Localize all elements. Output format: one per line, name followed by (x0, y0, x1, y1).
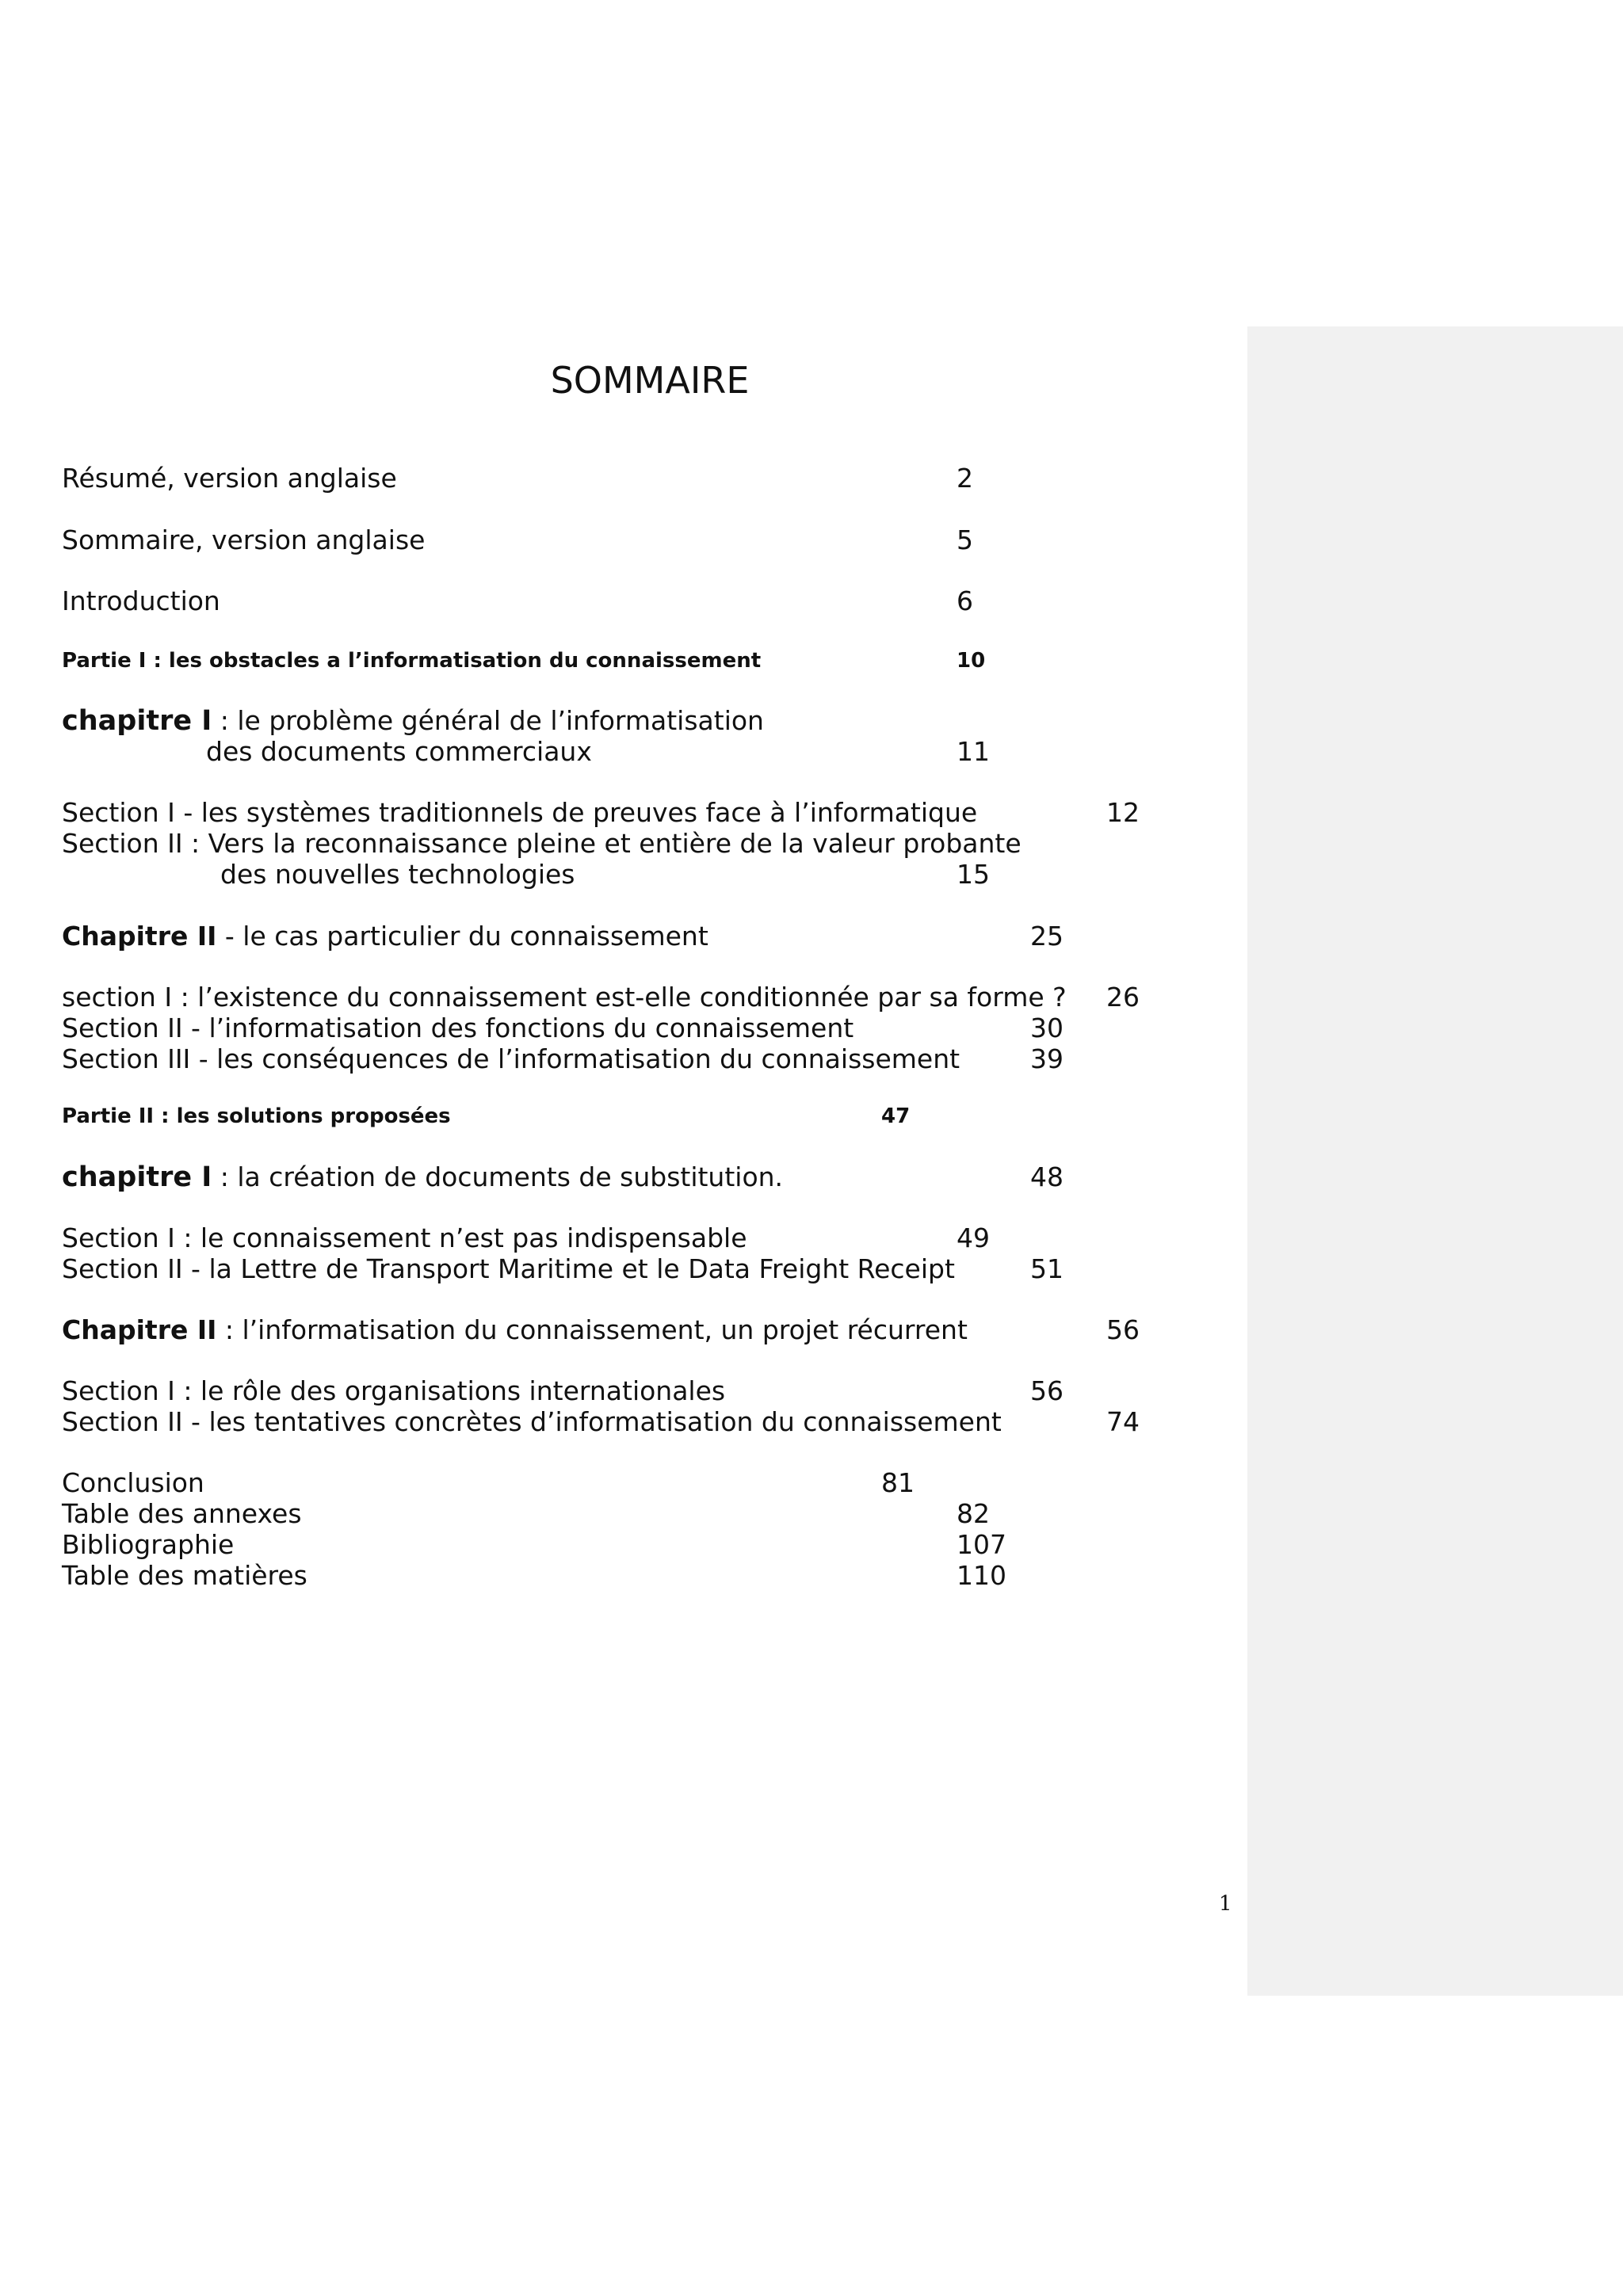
toc-part-2: Partie II : les solutions proposées (62, 1104, 451, 1128)
page-title: SOMMAIRE (550, 359, 750, 402)
toc-section-1-1-1: Section I - les systèmes traditionnels de preuves face à l’informatique (62, 797, 978, 828)
chapter-title: : le problème général de l’informatisation (212, 705, 764, 736)
chapter-label: Chapitre II (62, 921, 217, 952)
toc-page-conclusion: 81 (881, 1467, 915, 1498)
toc-entry-bibliographie: Bibliographie (62, 1529, 235, 1560)
toc-page-chapter-1-2: 25 (1030, 921, 1064, 952)
toc-page-part-1: 10 (957, 649, 986, 673)
toc-chapter-2-1 (62, 1161, 783, 1193)
chapter-title: : la création de documents de substitution. (212, 1161, 784, 1192)
toc-section-2-2-2: Section II - les tentatives concrètes d’informatisation du connaissement (62, 1406, 1002, 1437)
toc-page-section-1-2-1: 26 (1106, 982, 1140, 1013)
chapter-title: : l’informatisation du connaissement, un projet récurrent (216, 1314, 968, 1345)
toc-page-chapter-1-1: 11 (957, 736, 990, 767)
toc-chapter-1-2 (62, 921, 708, 952)
toc-entry-annexes: Table des annexes (62, 1498, 302, 1529)
toc-section-1-2-2: Section II - l’informatisation des fonctions du connaissement (62, 1013, 854, 1043)
toc-page-section-1-2-3: 39 (1030, 1043, 1064, 1074)
toc-section-1-2-1: section I : l’existence du connaissement est-elle conditionnée par sa forme ? (62, 982, 1067, 1013)
toc-chapter-2-2 (62, 1314, 968, 1346)
toc-page-section-1-2-2: 30 (1030, 1013, 1064, 1043)
toc-entry-matieres: Table des matières (62, 1560, 307, 1591)
toc-section-2-1-1: Section I : le connaissement n’est pas indispensable (62, 1222, 747, 1253)
toc-page-matieres: 110 (957, 1560, 1006, 1591)
toc-page-section-2-1-1: 49 (957, 1222, 990, 1253)
toc-section-1-1-2-cont: des nouvelles technologies (220, 859, 575, 890)
toc-entry-sommaire: Sommaire, version anglaise (62, 524, 426, 555)
chapter-label: chapitre I (62, 1161, 212, 1193)
toc-section-2-2-1: Section I : le rôle des organisations internationales (62, 1375, 726, 1406)
toc-entry-introduction: Introduction (62, 585, 220, 616)
chapter-label: Chapitre II (62, 1314, 217, 1345)
chapter-label: chapitre I (62, 705, 212, 737)
toc-page-resume: 2 (957, 463, 973, 494)
toc-page-bibliographie: 107 (957, 1529, 1006, 1560)
toc-page-chapter-2-1: 48 (1030, 1161, 1064, 1192)
chapter-title: - le cas particulier du connaissement (216, 921, 708, 952)
toc-page-annexes: 82 (957, 1498, 990, 1529)
comment-margin (1247, 326, 1623, 1996)
toc-page-section-1-1-2: 15 (957, 859, 990, 890)
toc-page-section-2-2-2: 74 (1106, 1406, 1140, 1437)
toc-chapter-1-1 (62, 705, 764, 737)
toc-section-2-1-2: Section II - la Lettre de Transport Maritime et le Data Freight Receipt (62, 1253, 955, 1284)
toc-page-sommaire: 5 (957, 524, 973, 555)
toc-page-chapter-2-2: 56 (1106, 1314, 1140, 1345)
toc-entry-conclusion: Conclusion (62, 1467, 204, 1498)
toc-entry-resume: Résumé, version anglaise (62, 463, 397, 494)
toc-part-1: Partie I : les obstacles a l’informatisation du connaissement (62, 649, 762, 673)
toc-section-1-1-2: Section II : Vers la reconnaissance pleine et entière de la valeur probante (62, 828, 1022, 859)
toc-page-part-2: 47 (881, 1104, 911, 1128)
toc-page-section-2-1-2: 51 (1030, 1253, 1064, 1284)
toc-chapter-1-1-cont: des documents commerciaux (206, 736, 592, 767)
toc-page-introduction: 6 (957, 585, 973, 616)
toc-page-section-1-1-1: 12 (1106, 797, 1140, 828)
page-number: 1 (1219, 1892, 1232, 1916)
toc-page-section-2-2-1: 56 (1030, 1375, 1064, 1406)
toc-section-1-2-3: Section III - les conséquences de l’informatisation du connaissement (62, 1043, 960, 1074)
